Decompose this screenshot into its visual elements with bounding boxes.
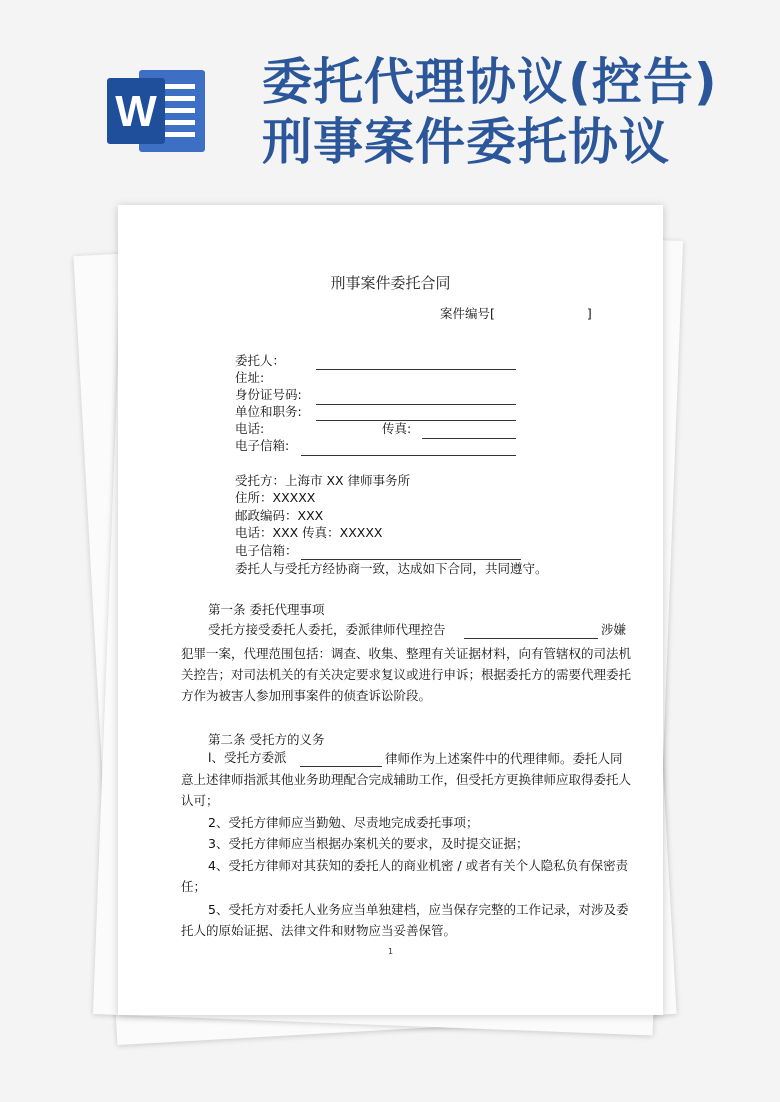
case-number-label: 案件编号[ bbox=[440, 306, 495, 321]
article2-item1-rest: 律师作为上述案件中的代理律师。委托人同意上述律师指派其他业务助理配合完成辅助工作，但受托方更换律师应取得委托人认可； bbox=[181, 751, 632, 808]
article2-item3: 3、受托方律师应当根据办案机关的要求，及时提交证据； bbox=[208, 836, 529, 851]
client-email-label: 电子信箱: bbox=[235, 438, 290, 453]
article1-heading: 第一条 委托代理事项 bbox=[208, 602, 325, 617]
case-number bbox=[440, 304, 592, 322]
document-page bbox=[118, 205, 663, 1015]
client-fax-blank bbox=[422, 438, 516, 439]
article2-item1-start: l、受托方委派 bbox=[208, 750, 287, 765]
article1-blank bbox=[464, 638, 598, 639]
client-employer-blank bbox=[316, 420, 516, 421]
client-name-label: 委托人： bbox=[235, 353, 286, 368]
client-phone-label: 电话: bbox=[235, 421, 265, 436]
client-name-blank bbox=[316, 369, 516, 370]
logo-letter: W bbox=[115, 87, 157, 136]
client-id-label: 身份证号码: bbox=[235, 387, 302, 402]
page-number: 1 bbox=[387, 947, 394, 956]
article2-item5: 5、受托方对委托人业务应当单独建档，应当保存完整的工作记录，对涉及委托人的原始证据、法律文件和财物应当妥善保管。 bbox=[181, 902, 629, 938]
article2-heading: 第二条 受托方的义务 bbox=[208, 732, 325, 747]
agent-name: 受托方：上海市 XX 律师事务所 bbox=[235, 473, 411, 488]
client-id-blank bbox=[316, 404, 516, 405]
banner-title: 委托代理协议(控告)刑事案件委托协议 bbox=[262, 53, 718, 171]
client-address-label: 住址: bbox=[235, 370, 265, 385]
agent-email-label: 电子信箱： bbox=[235, 543, 298, 558]
article2-item2: 2、受托方律师应当勤勉、尽责地完成委托事项； bbox=[208, 815, 479, 830]
word-document-icon bbox=[107, 64, 207, 158]
agent-address: 住所：XXXXX bbox=[235, 490, 316, 505]
article1-text-rest: 犯罪一案，代理范围包括：调查、收集、整理有关证据材料，向有管辖权的司法机关控告；对司法机关的有关决定要求复议或进行申诉；根据委托方的需要代理委托方作为被害人参加刑事案件的侦查诉讼阶段。 bbox=[181, 646, 632, 703]
article1-suspect: 涉嫌 bbox=[601, 622, 627, 637]
article2-item4: 4、受托方律师对其获知的委托人的商业机密 / 或者有关个人隐私负有保密责任； bbox=[181, 858, 629, 894]
agent-phone-fax: 电话：XXX 传真：XXXXX bbox=[235, 525, 383, 540]
client-email-blank bbox=[301, 455, 516, 456]
document-title: 刑事案件委托合同 bbox=[330, 274, 451, 292]
agent-email-blank bbox=[301, 559, 521, 560]
client-employer-label: 单位和职务: bbox=[235, 404, 302, 419]
client-fax-label: 传真: bbox=[382, 421, 412, 436]
agent-postcode: 邮政编码：XXX bbox=[235, 508, 324, 523]
case-number-close: ] bbox=[586, 306, 592, 321]
agreement-line: 委托人与受托方经协商一致，达成如下合同，共同遵守。 bbox=[235, 561, 548, 576]
article1-text-start: 受托方接受委托人委托，委派律师代理控告 bbox=[208, 622, 446, 637]
